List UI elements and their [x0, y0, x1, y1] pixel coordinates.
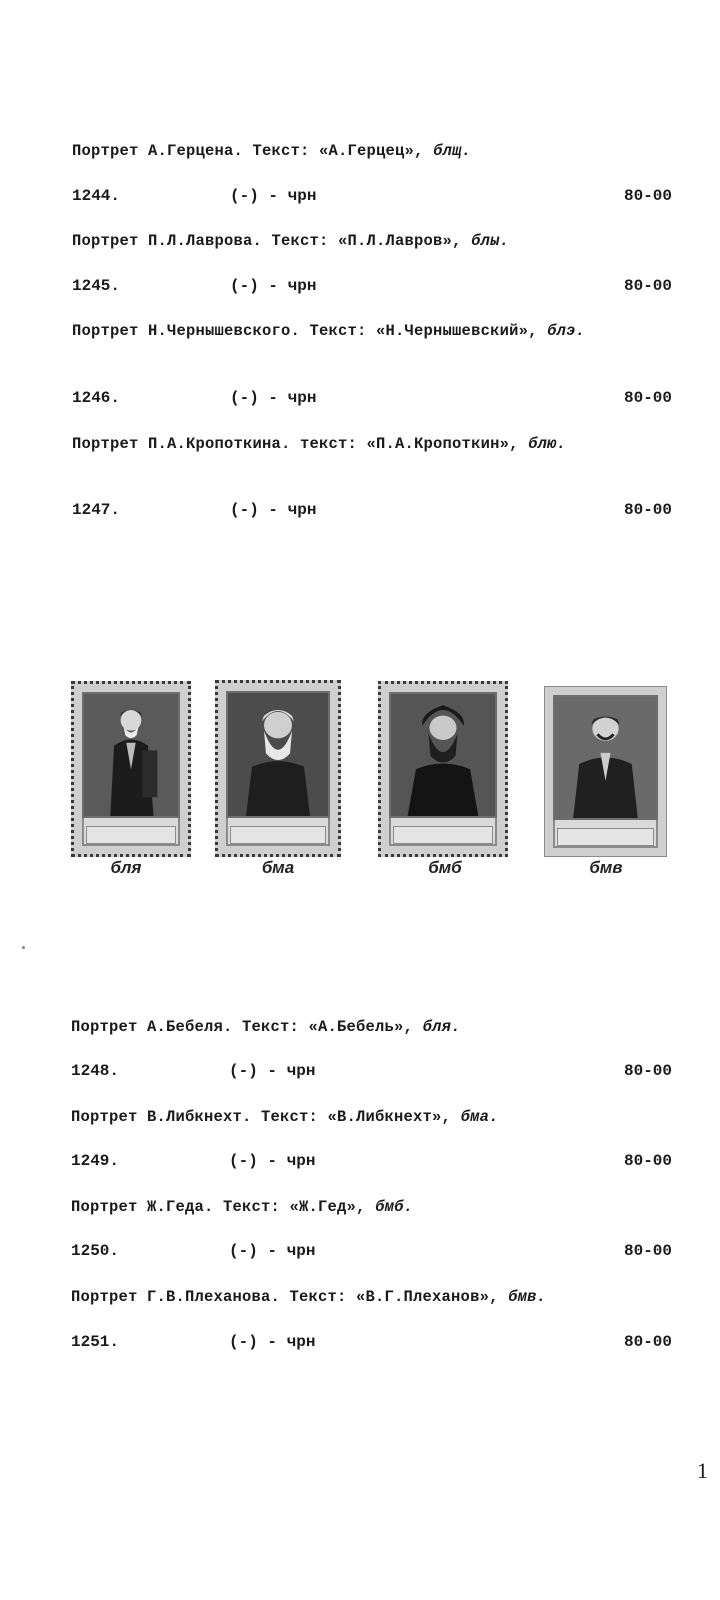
stamp-caption: бля — [110, 858, 142, 877]
price: 80-00 — [623, 389, 672, 407]
portrait-bearded-man-icon — [389, 692, 497, 818]
portrait-standing-man-icon — [82, 692, 180, 818]
catalog-number: 1245. — [72, 277, 121, 295]
catalog-number: 1244. — [72, 187, 121, 205]
catalog-entry-description: Портрет А.Бебеля. Текст: «А.Бебель», бля. — [71, 1018, 461, 1036]
variant-code: (-) - чрн — [230, 187, 317, 205]
catalog-entry-description: Портрет П.А.Кропоткина. текст: «П.А.Кропоткин», блю. — [72, 435, 567, 453]
variant-code: (-) - чрн — [230, 389, 317, 407]
catalog-entry-description: Портрет А.Герцена. Текст: «А.Герцец», блщ. — [72, 142, 472, 160]
stamp-image — [378, 681, 508, 857]
price: 80-00 — [623, 1333, 672, 1351]
stamp-caption: бмб — [428, 858, 462, 877]
price: 80-00 — [623, 1152, 672, 1170]
stamp-image — [215, 680, 341, 857]
catalog-number: 1248. — [71, 1062, 120, 1080]
price: 80-00 — [623, 1242, 672, 1260]
catalog-entry-description: Портрет Н.Чернышевского. Текст: «Н.Чернышевский», блэ. — [72, 322, 586, 340]
stamp-caption: бма — [261, 858, 295, 877]
price: 80-00 — [623, 187, 672, 205]
price: 80-00 — [623, 501, 672, 519]
catalog-number: 1249. — [71, 1152, 120, 1170]
page-number: 1 — [697, 1458, 708, 1483]
catalog-number: 1247. — [72, 501, 121, 519]
portrait-bearded-man-icon — [226, 691, 330, 818]
stamp-image — [71, 681, 191, 857]
variant-code: (-) - чрн — [230, 277, 317, 295]
variant-code: (-) - чрн — [229, 1242, 316, 1260]
stamp-image — [544, 686, 667, 857]
catalog-entry-description: Портрет Ж.Геда. Текст: «Ж.Гед», бмб. — [71, 1198, 414, 1216]
scan-speck — [22, 946, 25, 949]
variant-code: (-) - чрн — [230, 501, 317, 519]
variant-code: (-) - чрн — [229, 1152, 316, 1170]
catalog-entry-description: Портрет Г.В.Плеханова. Текст: «В.Г.Плеханов», бмв. — [71, 1288, 547, 1306]
catalog-entry-description: Портрет В.Либкнехт. Текст: «В.Либкнехт», бма. — [71, 1108, 499, 1126]
catalog-number: 1250. — [71, 1242, 120, 1260]
variant-code: (-) - чрн — [229, 1062, 316, 1080]
variant-code: (-) - чрн — [229, 1333, 316, 1351]
price: 80-00 — [623, 277, 672, 295]
stamp-caption: бмв — [589, 858, 623, 877]
catalog-number: 1246. — [72, 389, 121, 407]
portrait-man-icon — [553, 695, 658, 820]
catalog-entry-description: Портрет П.Л.Лаврова. Текст: «П.Л.Лавров», блы. — [72, 232, 510, 250]
price: 80-00 — [623, 1062, 672, 1080]
catalog-number: 1251. — [71, 1333, 120, 1351]
